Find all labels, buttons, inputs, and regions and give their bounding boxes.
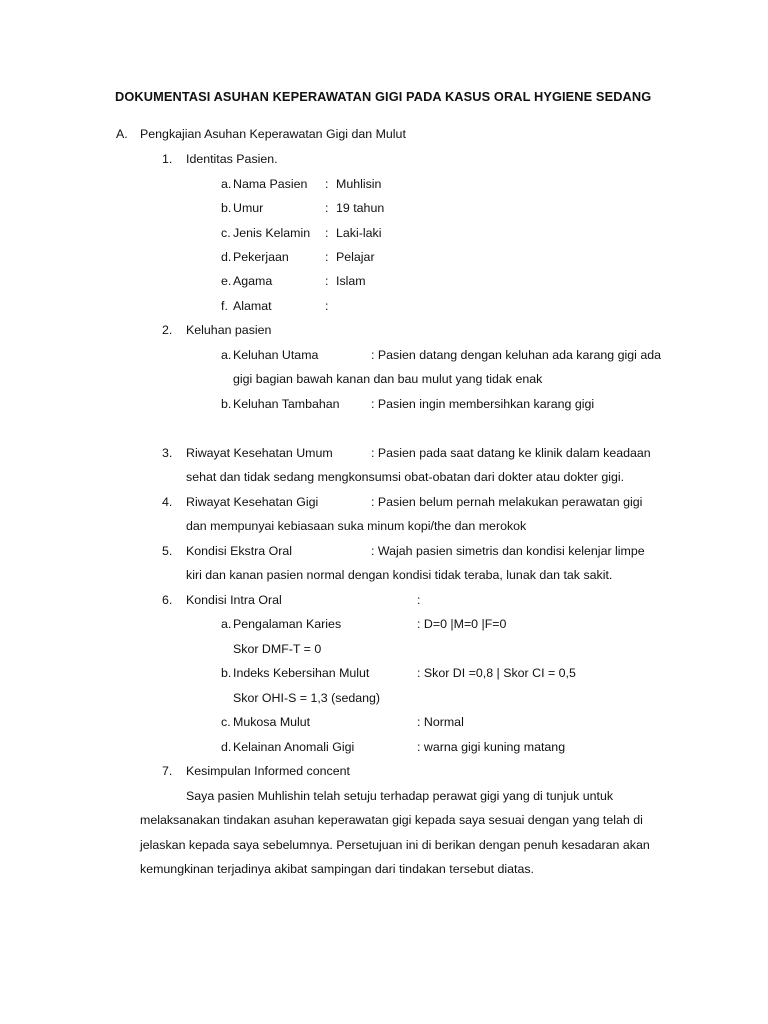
item-number: 3. [162, 446, 173, 460]
item-title-ekstra-oral: Kondisi Ekstra Oral [186, 544, 293, 558]
section-marker: A. [116, 127, 128, 141]
field-value-agama: Islam [336, 274, 366, 288]
field-value-nama: Muhlisin [336, 177, 382, 191]
item-value-riwayat-gigi: : Pasien belum pernah melakukan perawatan gigi [371, 495, 643, 509]
field-value-indeks-kebersihan: : Skor DI =0,8 | Skor CI = 0,5 [417, 666, 576, 680]
paragraph-line: kemungkinan terjadinya akibat sampingan dari tindakan tersebut diatas. [140, 862, 534, 876]
field-letter: c. [221, 715, 231, 729]
item-number: 1. [162, 152, 173, 166]
field-value-continuation: gigi bagian bawah kanan dan bau mulut yang tidak enak [233, 372, 543, 386]
field-letter: a. [221, 348, 232, 362]
field-label-keluhan-utama: Keluhan Utama [233, 348, 319, 362]
field-letter: d. [221, 740, 232, 754]
field-colon: : [325, 201, 329, 215]
score-dmft: Skor DMF-T = 0 [233, 642, 322, 656]
item-number: 2. [162, 323, 173, 337]
paragraph-line: melaksanakan tindakan asuhan keperawatan gigi kepada saya sesuai dengan yang telah di [140, 813, 643, 827]
field-letter: f. [221, 299, 228, 313]
item-title-keluhan: Keluhan pasien [186, 323, 272, 337]
item-title-riwayat-umum: Riwayat Kesehatan Umum [186, 446, 333, 460]
paragraph-line: Saya pasien Muhlishin telah setuju terhadap perawat gigi yang di tunjuk untuk [186, 789, 614, 803]
field-value-jenis-kelamin: Laki-laki [336, 226, 382, 240]
item-value-continuation: sehat dan tidak sedang mengkonsumsi obat-obatan dari dokter atau dokter gigi. [186, 470, 625, 484]
item-number: 6. [162, 593, 173, 607]
field-letter: a. [221, 177, 232, 191]
field-label-umur: Umur [233, 201, 264, 215]
item-title-intra-oral: Kondisi Intra Oral [186, 593, 282, 607]
field-value-pekerjaan: Pelajar [336, 250, 375, 264]
section-heading: Pengkajian Asuhan Keperawatan Gigi dan Mulut [140, 127, 406, 141]
item-title-riwayat-gigi: Riwayat Kesehatan Gigi [186, 495, 319, 509]
field-label-pekerjaan: Pekerjaan [233, 250, 289, 264]
field-colon: : [325, 226, 329, 240]
field-value-keluhan-tambahan: : Pasien ingin membersihkan karang gigi [371, 397, 595, 411]
field-label-keluhan-tambahan: Keluhan Tambahan [233, 397, 340, 411]
field-value-keluhan-utama: : Pasien datang dengan keluhan ada karang gigi ada [371, 348, 662, 362]
field-label-nama: Nama Pasien [233, 177, 308, 191]
paragraph-line: jelaskan kepada saya sebelumnya. Persetujuan ini di berikan dengan penuh kesadaran akan [140, 838, 650, 852]
field-label-alamat: Alamat [233, 299, 272, 313]
field-colon: : [325, 177, 329, 191]
item-value-ekstra-oral: : Wajah pasien simetris dan kondisi kelenjar limpe [371, 544, 645, 558]
field-label-kelainan: Kelainan Anomali Gigi [233, 740, 355, 754]
score-ohis: Skor OHI-S = 1,3 (sedang) [233, 691, 381, 705]
field-letter: b. [221, 201, 232, 215]
item-title-kesimpulan: Kesimpulan Informed concent [186, 764, 350, 778]
field-letter: e. [221, 274, 232, 288]
field-label-mukosa: Mukosa Mulut [233, 715, 311, 729]
field-value-kelainan: : warna gigi kuning matang [417, 740, 566, 754]
field-letter: c. [221, 226, 231, 240]
field-value-pengalaman-karies: : D=0 |M=0 |F=0 [417, 617, 507, 631]
field-colon: : [325, 274, 329, 288]
field-letter: d. [221, 250, 232, 264]
field-letter: b. [221, 397, 232, 411]
field-value-mukosa: : Normal [417, 715, 464, 729]
item-number: 7. [162, 764, 173, 778]
item-value-continuation: kiri dan kanan pasien normal dengan kondisi tidak teraba, lunak dan tak sakit. [186, 568, 613, 582]
field-letter: b. [221, 666, 232, 680]
item-number: 4. [162, 495, 173, 509]
item-number: 5. [162, 544, 173, 558]
field-colon: : [325, 250, 329, 264]
field-label-indeks-kebersihan: Indeks Kebersihan Mulut [233, 666, 370, 680]
field-label-agama: Agama [233, 274, 273, 288]
item-value-riwayat-umum: : Pasien pada saat datang ke klinik dalam keadaan [371, 446, 651, 460]
field-letter: a. [221, 617, 232, 631]
item-colon: : [417, 593, 421, 607]
document-title: DOKUMENTASI ASUHAN KEPERAWATAN GIGI PADA KASUS ORAL HYGIENE SEDANG [115, 89, 652, 104]
field-value-umur: 19 tahun [336, 201, 385, 215]
field-label-jenis-kelamin: Jenis Kelamin [233, 226, 311, 240]
field-colon: : [325, 299, 329, 313]
item-value-continuation: dan mempunyai kebiasaan suka minum kopi/the dan merokok [186, 519, 527, 533]
field-label-pengalaman-karies: Pengalaman Karies [233, 617, 342, 631]
item-title-identitas: Identitas Pasien. [186, 152, 278, 166]
